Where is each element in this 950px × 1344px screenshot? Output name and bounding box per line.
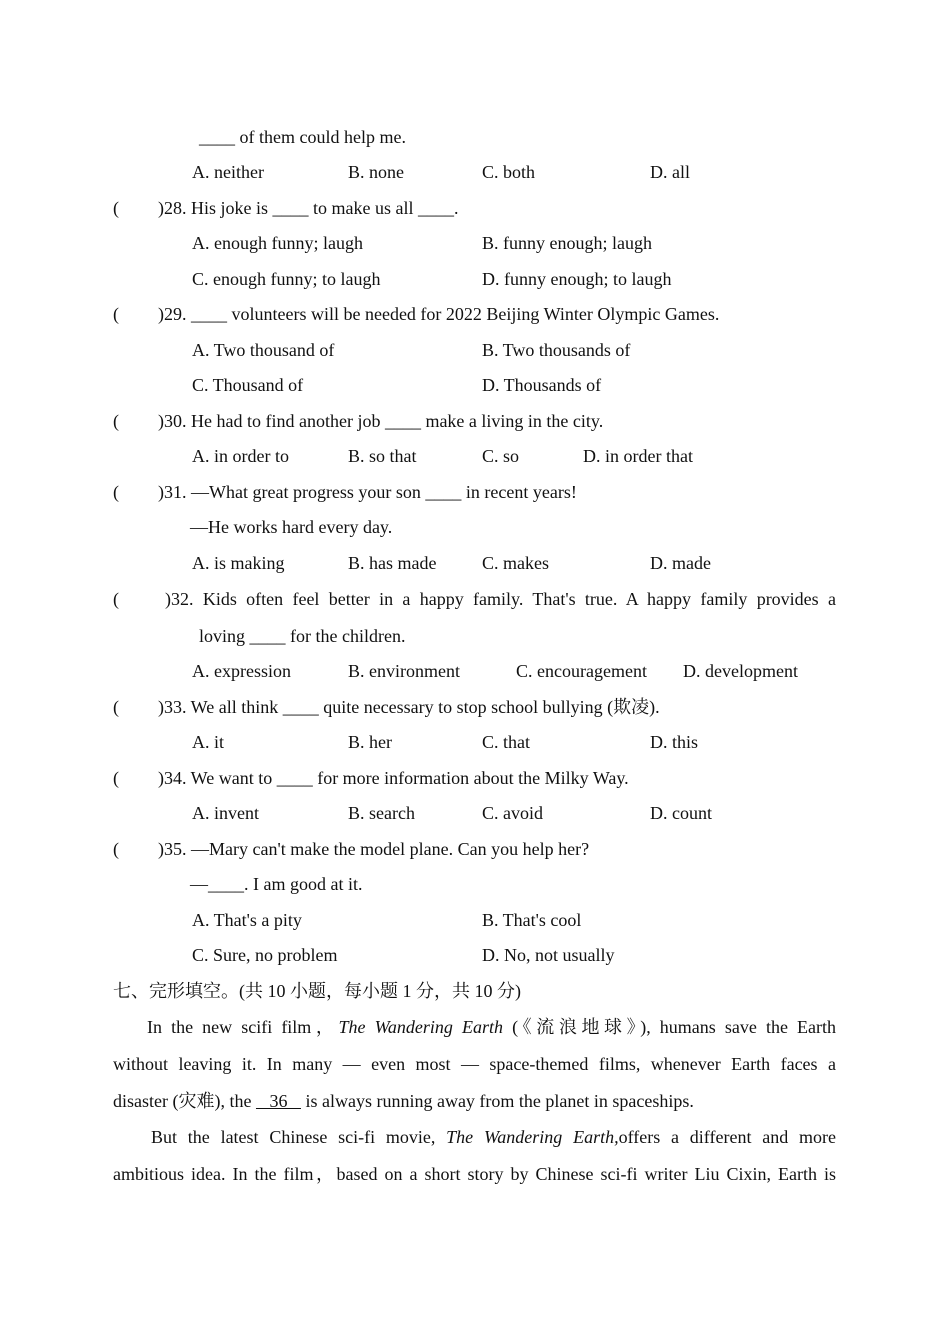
- q32-option-a: A. expression: [192, 661, 291, 681]
- q34-option-c: C. avoid: [482, 803, 543, 823]
- q29-option-c: C. Thousand of: [192, 375, 304, 395]
- q33-stem: )33. We all think ____ quite necessary to stop school bullying (欺凌).: [158, 697, 660, 717]
- q28-option-a: A. enough funny; laugh: [192, 233, 363, 253]
- q31-answer-paren: (: [113, 482, 119, 502]
- section-heading: 七、完形填空。(共 10 小题，每小题 1 分，共 10 分): [113, 981, 521, 1001]
- q27-continuation: ____ of them could help me.: [199, 127, 406, 147]
- q32-answer-paren: (: [113, 589, 119, 609]
- film-title: The Wandering Earth,: [446, 1127, 619, 1147]
- passage-p1-line1: [147, 1016, 836, 1038]
- passage-p1-line3: [113, 1090, 694, 1112]
- q34-option-d: D. count: [650, 803, 712, 823]
- q35-option-c: C. Sure, no problem: [192, 945, 338, 965]
- q29-stem: )29. ____ volunteers will be needed for 2022 Beijing Winter Olympic Games.: [158, 304, 720, 324]
- q33-option-d: D. this: [650, 732, 699, 752]
- passage-text: But the latest Chinese sci-fi movie,: [151, 1127, 447, 1147]
- q31-option-b: B. has made: [348, 553, 437, 573]
- q28-option-d: D. funny enough; to laugh: [482, 269, 672, 289]
- passage-text: In the new scifi film，: [147, 1017, 339, 1037]
- film-title: The Wandering Earth: [338, 1017, 504, 1037]
- q35-option-a: A. That's a pity: [192, 910, 302, 930]
- q30-answer-paren: (: [113, 411, 119, 431]
- blank-36: 36: [255, 1091, 301, 1111]
- q27-option-d: D. all: [650, 162, 690, 182]
- q29-answer-paren: (: [113, 304, 119, 324]
- q29-option-a: A. Two thousand of: [192, 340, 335, 360]
- passage-p2-line1: [151, 1126, 836, 1148]
- passage-p1-line2: without leaving it. In many — even most — space-themed films, whenever Earth faces a: [113, 1054, 836, 1074]
- q32-option-c: C. encouragement: [516, 661, 647, 681]
- q30-stem: )30. He had to find another job ____ make a living in the city.: [158, 411, 604, 431]
- q33-option-b: B. her: [348, 732, 392, 752]
- q30-option-a: A. in order to: [192, 446, 289, 466]
- q31-option-a: A. is making: [192, 553, 285, 573]
- q30-option-c: C. so: [482, 446, 520, 466]
- q35-option-d: D. No, not usually: [482, 945, 615, 965]
- q27-option-b: B. none: [348, 162, 404, 182]
- q31-option-d: D. made: [650, 553, 711, 573]
- q35-continuation: —____. I am good at it.: [190, 874, 363, 894]
- q35-answer-paren: (: [113, 839, 119, 859]
- q32-continuation: loving ____ for the children.: [199, 626, 406, 646]
- q34-answer-paren: (: [113, 768, 119, 788]
- q34-option-a: A. invent: [192, 803, 259, 823]
- q33-option-c: C. that: [482, 732, 530, 752]
- q30-option-b: B. so that: [348, 446, 417, 466]
- passage-text: disaster (灾难), the: [113, 1091, 256, 1111]
- q34-option-b: B. search: [348, 803, 415, 823]
- passage-text: offers a different and more: [618, 1127, 836, 1147]
- q30-option-d: D. in order that: [583, 446, 693, 466]
- q33-option-a: A. it: [192, 732, 225, 752]
- q31-continuation: —He works hard every day.: [190, 517, 393, 537]
- passage-p2-line2: ambitious idea. In the film，based on a short story by Chinese sci-fi writer Liu Cixin, Earth is: [113, 1164, 836, 1184]
- q32-stem: )32. Kids often feel better in a happy family. That's true. A happy family provides a: [165, 589, 836, 609]
- q31-stem: )31. —What great progress your son ____ in recent years!: [158, 482, 577, 502]
- q28-option-b: B. funny enough; laugh: [482, 233, 652, 253]
- q32-option-b: B. environment: [348, 661, 460, 681]
- q32-option-d: D. development: [683, 661, 798, 681]
- q28-stem: )28. His joke is ____ to make us all ____.: [158, 198, 459, 218]
- q34-stem: )34. We want to ____ for more information about the Milky Way.: [158, 768, 629, 788]
- q31-option-c: C. makes: [482, 553, 549, 573]
- q35-option-b: B. That's cool: [482, 910, 582, 930]
- passage-text: (《流浪地球》), humans save the Earth: [503, 1017, 837, 1037]
- q27-option-a: A. neither: [192, 162, 264, 182]
- q28-answer-paren: (: [113, 198, 119, 218]
- q27-option-c: C. both: [482, 162, 536, 182]
- q29-option-d: D. Thousands of: [482, 375, 602, 395]
- q35-stem: )35. —Mary can't make the model plane. Can you help her?: [158, 839, 590, 859]
- q33-answer-paren: (: [113, 697, 119, 717]
- q29-option-b: B. Two thousands of: [482, 340, 631, 360]
- passage-text: is always running away from the planet in spaceships.: [300, 1091, 694, 1111]
- q28-option-c: C. enough funny; to laugh: [192, 269, 381, 289]
